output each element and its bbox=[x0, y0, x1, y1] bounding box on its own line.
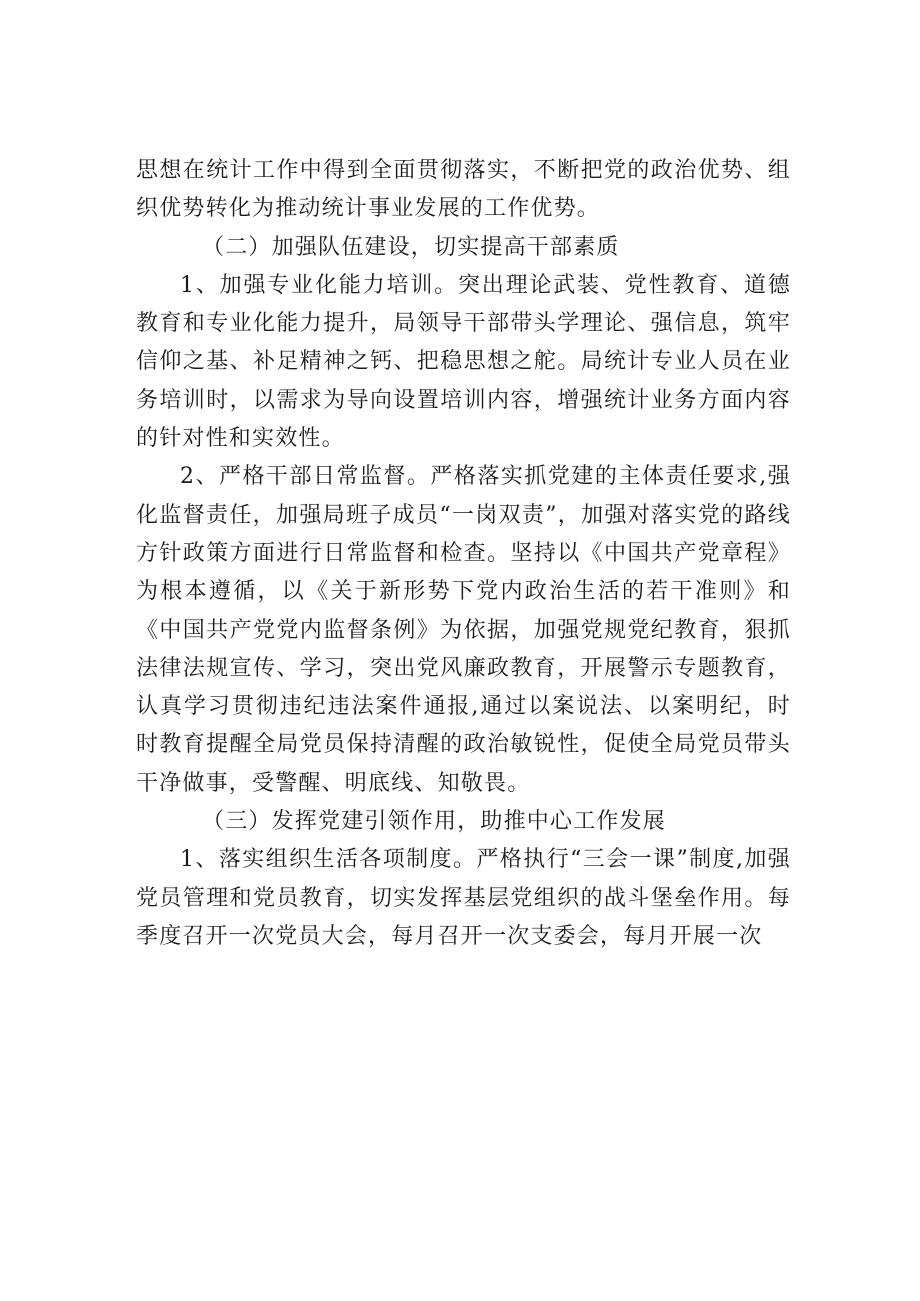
section-heading-3: （三）发挥党建引领作用，助推中心工作发展 bbox=[202, 809, 667, 835]
paragraph-supervision: 2、严格干部日常监督。严格落实抓党建的主体责任要求,强化监督责任，加强局班子成员“一岗双责”，加强对落实党的路线方针政策方面进行日常监督和检查。坚持以《中国共产党章程》为根本遵循，以《关于新形势下党内政治生活的若干准则》和《中国共产党党内监督条例》为依据，加强党规党纪教育，狠抓法律法规宣传、学习，突出党风廉政教育，开展警示专题教育，认真学习贯彻违纪违法案件通报,通过以案说法、以案明纪，时时教育提醒全局党员保持清醒的政治敏锐性，促使全局党员带头干净做事，受警醒、明底线、知敬畏。 bbox=[136, 464, 791, 796]
paragraph-training: 1、加强专业化能力培训。突出理论武装、党性教育、道德教育和专业化能力提升，局领导干部带头学理论、强信息，筑牢信仰之基、补足精神之钙、把稳思想之舵。局统计专业人员在业务培训时，以需求为导向设置培训内容，增强统计业务方面内容的针对性和实效性。 bbox=[136, 272, 791, 452]
section-heading-2: （二）加强队伍建设，切实提高干部素质 bbox=[202, 234, 620, 260]
paragraph-organization: 1、落实组织生活各项制度。严格执行“三会一课”制度,加强党员管理和党员教育，切实发挥基层党组织的战斗堡垒作用。每季度召开一次党员大会，每月召开一次支委会，每月开展一次 bbox=[136, 847, 791, 949]
paragraph-continuation: 思想在统计工作中得到全面贯彻落实，不断把党的政治优势、组织优势转化为推动统计事业发展的工作优势。 bbox=[136, 158, 791, 222]
document-page bbox=[136, 152, 791, 956]
